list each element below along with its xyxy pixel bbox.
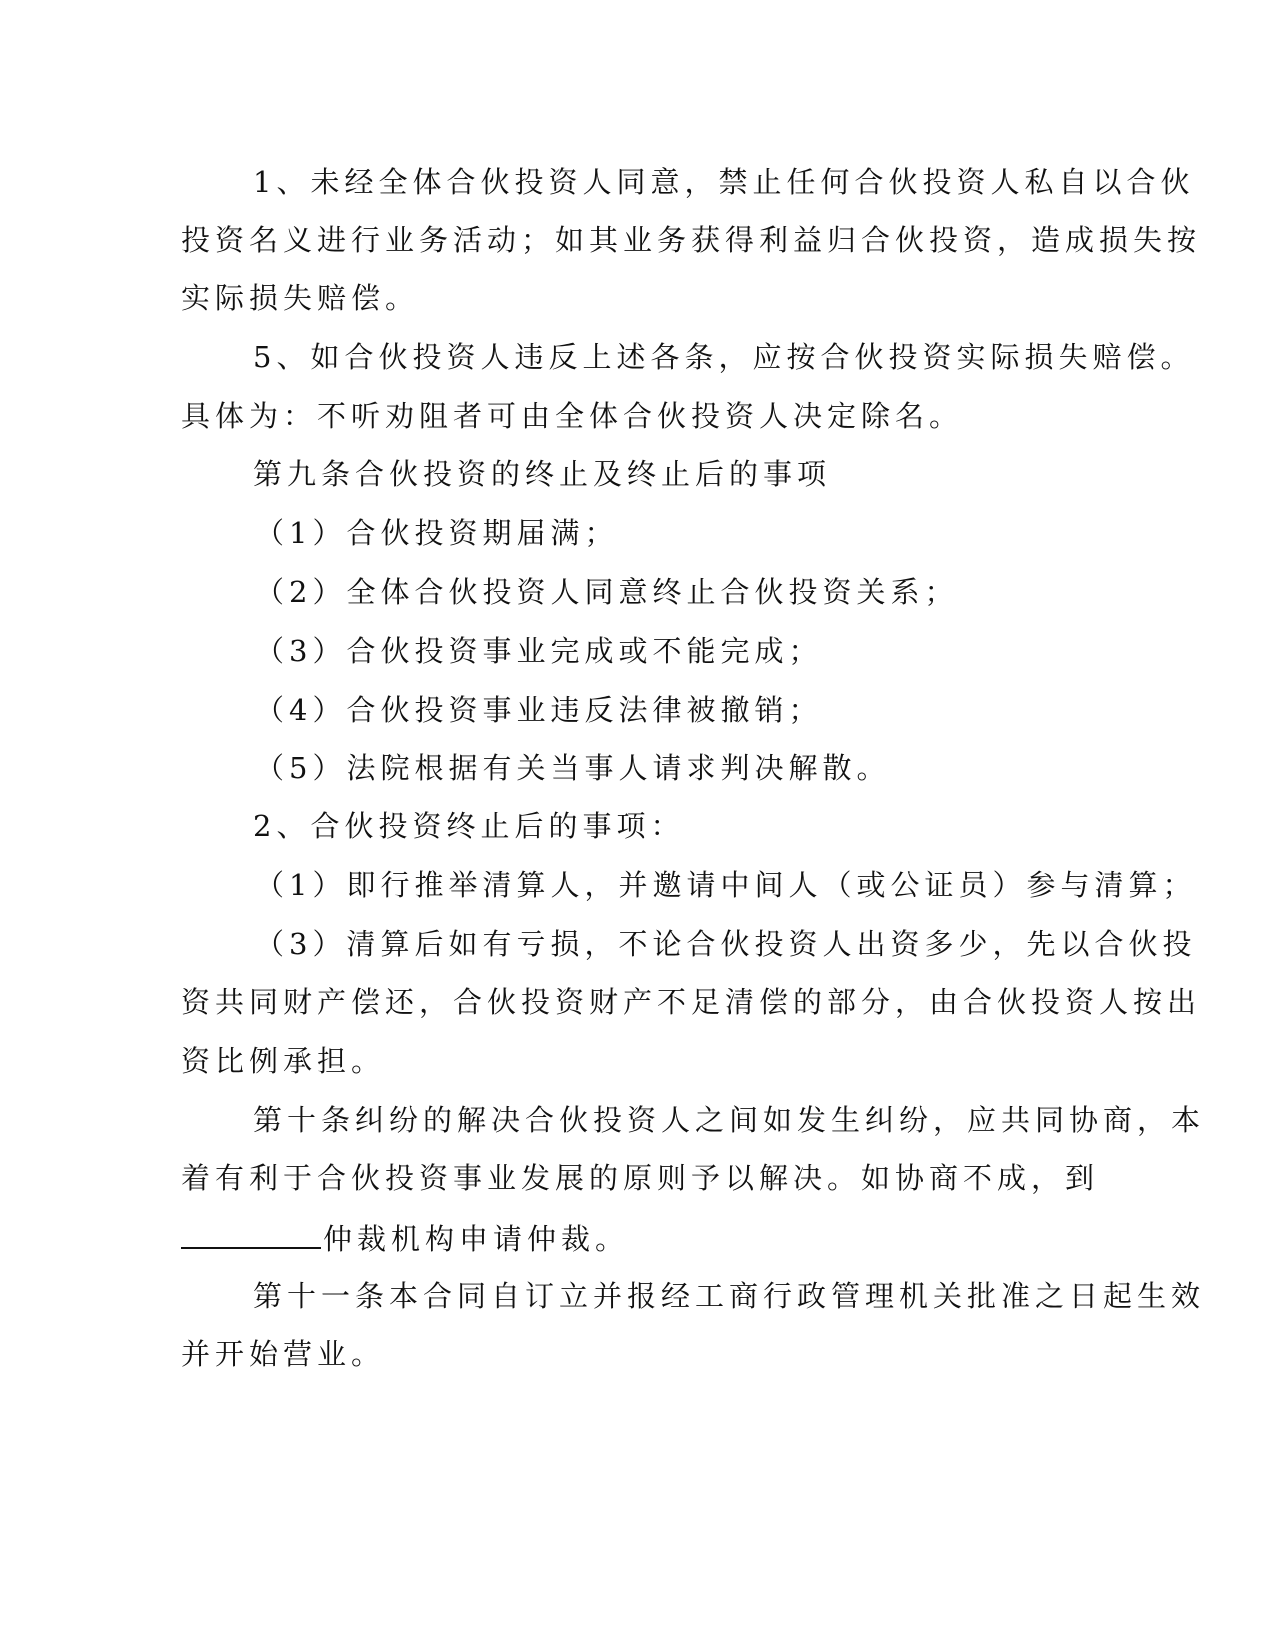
text-line: 着有利于合伙投资事业发展的原则予以解决。如协商不成，到 [181, 1161, 1100, 1195]
text-fragment: 仲裁机构申请仲裁。 [323, 1222, 630, 1256]
list-item: （4）合伙投资事业违反法律被撤销； [255, 693, 823, 727]
text-line: 2、合伙投资终止后的事项： [253, 809, 685, 843]
fill-in-blank [181, 1217, 321, 1249]
list-item: （3）清算后如有亏损，不论合伙投资人出资多少，先以合伙投 [255, 927, 1197, 961]
list-item: （2）全体合伙投资人同意终止合伙投资关系； [255, 575, 959, 609]
list-item: （5）法院根据有关当事人请求判决解散。 [255, 751, 891, 785]
list-item: （1）即行推举清算人，并邀请中间人（或公证员）参与清算； [255, 868, 1197, 902]
text-line: 1、未经全体合伙投资人同意，禁止任何合伙投资人私自以合伙 [253, 165, 1195, 199]
text-line: 资比例承担。 [181, 1044, 386, 1078]
text-line: 并开始营业。 [181, 1337, 386, 1371]
text-line: 实际损失赔偿。 [181, 281, 420, 315]
list-item: （1）合伙投资期届满； [255, 516, 619, 550]
section-heading: 第十条纠纷的解决合伙投资人之间如发生纠纷，应共同协商，本 [253, 1103, 1206, 1137]
text-line-with-blank [181, 1217, 629, 1259]
list-item: （3）合伙投资事业完成或不能完成； [255, 634, 823, 668]
text-line: 5、如合伙投资人违反上述各条，应按合伙投资实际损失赔偿。 [253, 340, 1195, 374]
text-line: 具体为：不听劝阻者可由全体合伙投资人决定除名。 [181, 399, 964, 433]
section-heading: 第十一条本合同自订立并报经工商行政管理机关批准之日起生效 [253, 1279, 1206, 1313]
section-heading: 第九条合伙投资的终止及终止后的事项 [253, 457, 832, 491]
text-line: 资共同财产偿还，合伙投资财产不足清偿的部分，由合伙投资人按出 [181, 985, 1202, 1019]
text-line: 投资名义进行业务活动；如其业务获得利益归合伙投资，造成损失按 [181, 223, 1202, 257]
